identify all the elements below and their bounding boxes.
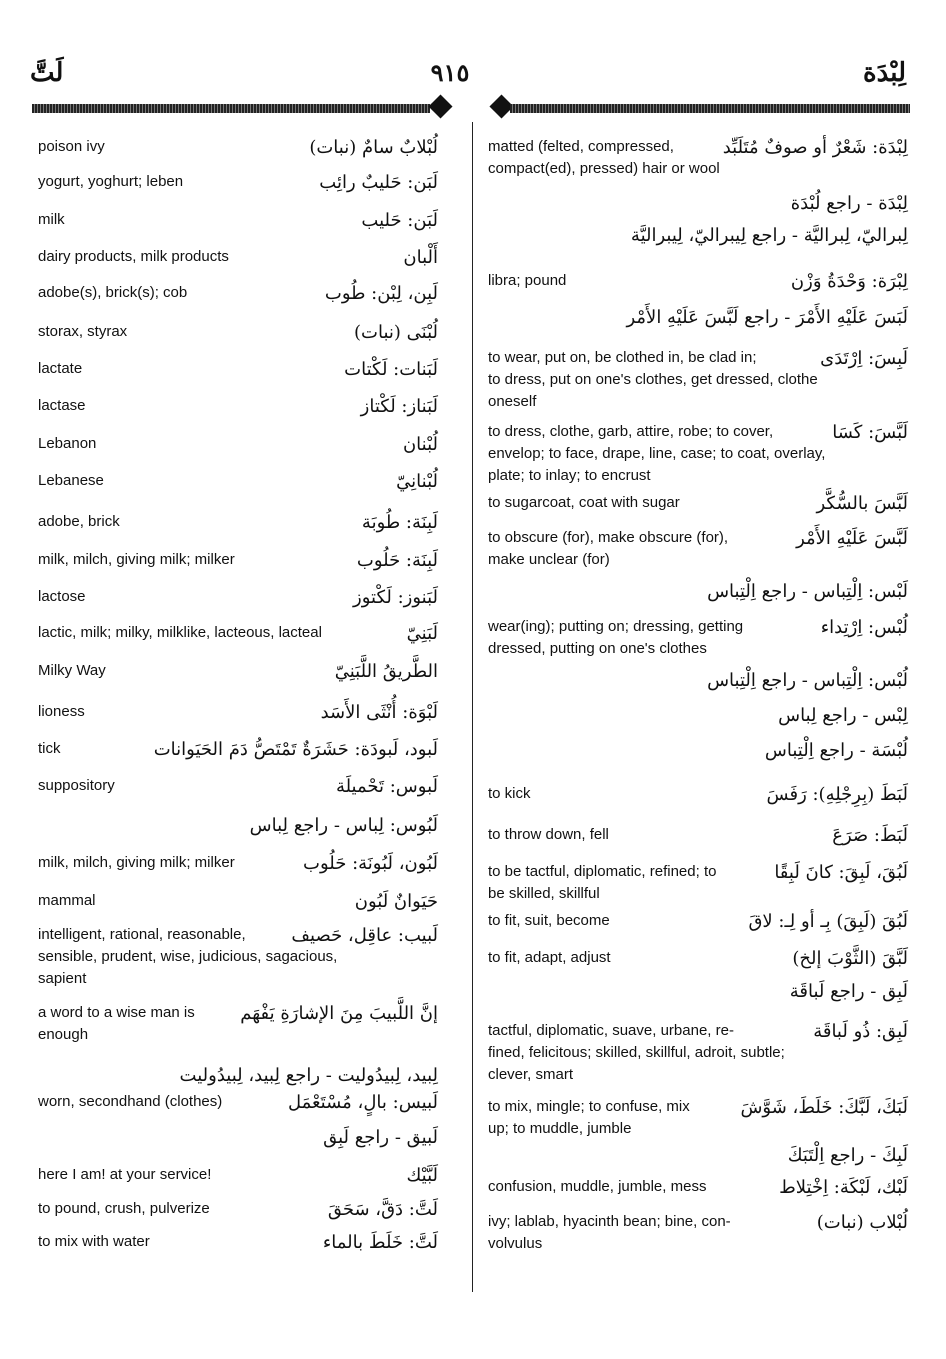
arabic-headword: لُبْنان — [402, 434, 438, 455]
arabic-headword: لَبَنوز: لَكْتوز — [353, 587, 438, 608]
english-definition: storax, styrax — [38, 323, 128, 340]
arabic-headword: لِبْس - راجع لِباس — [778, 705, 908, 726]
arabic-headword: لَبُون، لَبُونَة: حَلُوب — [303, 853, 438, 874]
english-definition: dairy products, milk products — [38, 248, 229, 265]
arabic-headword: لَبِق - راجع لَباقَة — [789, 981, 908, 1002]
english-definition: lactose — [38, 588, 86, 605]
english-definition: to mix with water — [38, 1233, 150, 1250]
english-definition: tick — [38, 740, 61, 757]
english-definition: milk, milch, giving milk; milker — [38, 854, 235, 871]
arabic-headword: لِبْدَة - راجع لُبْدَة — [790, 193, 908, 214]
english-definition: Lebanon — [38, 435, 97, 452]
english-definition: to mix, mingle; to confuse, mix up; to muddle, jumble — [488, 1098, 690, 1137]
arabic-headword: لَبيب: عاقِل، حَصيف — [291, 925, 438, 946]
arabic-headword: لَبِن، لِبْن: طُوب — [324, 283, 438, 304]
english-definition: poison ivy — [38, 138, 105, 155]
english-definition: confusion, muddle, jumble, mess — [488, 1178, 707, 1195]
diamond-ornament-left — [428, 94, 452, 118]
english-definition: to dress, clothe, garb, attire, robe; to cover, envelop; to face, drape, line, case; to coat, overlay, plate; to inlay; to encrust — [488, 423, 826, 484]
english-definition: to fit, adapt, adjust — [488, 949, 611, 966]
arabic-headword: لَبيق - راجع لَبِق — [323, 1127, 438, 1148]
english-definition: lactic, milk; milky, milklike, lacteous, lacteal — [38, 624, 322, 641]
english-definition: tactful, diplomatic, suave, urbane, re- fined, felicitous; skilled, skillful, adroit, subtle; clever, smart — [488, 1022, 785, 1083]
arabic-headword: لَبِنَة: حَلُوب — [356, 550, 438, 571]
english-definition: adobe(s), brick(s); cob — [38, 284, 188, 301]
arabic-headword: لَبِق: ذُو لَباقَة — [813, 1021, 908, 1042]
english-definition: to wear, put on, be clothed in, be clad in; to dress, put on one's clothes, get dressed, clothe oneself — [488, 349, 818, 410]
header-rule-right — [510, 104, 910, 113]
arabic-headword: لَبَطَ: صَرَعَ — [832, 825, 908, 846]
english-definition: intelligent, rational, reasonable, sensible, prudent, wise, judicious, sagacious, sapient — [38, 926, 338, 987]
english-definition: to throw down, fell — [488, 826, 609, 843]
english-definition: lactate — [38, 360, 83, 377]
english-definition: mammal — [38, 892, 96, 909]
english-definition: matted (felted, compressed, compact(ed), pressed) hair or wool — [488, 138, 720, 177]
english-definition: to obscure (for), make obscure (for), make unclear (for) — [488, 529, 729, 568]
arabic-headword: لَبَن: حَليب — [361, 210, 438, 231]
header-right-word: لِبْدَة — [862, 58, 906, 88]
arabic-headword: الطَّريقُ اللَّبَنِيّ — [334, 661, 438, 682]
arabic-headword: لَبُقَ، لَبِقَ: كانَ لَبِقًا — [774, 862, 908, 883]
arabic-headword: لَبَّقَ (الثَّوْبَ إلخ) — [792, 948, 908, 969]
arabic-headword: لِبْدَة: شَعْرٌ أو صوفٌ مُتَلَبِّد — [722, 137, 908, 158]
arabic-headword: لُبْس: اِرْتِداء — [820, 617, 908, 638]
arabic-headword: لُبْنَى (نبات) — [354, 322, 438, 343]
header-left-word: لَتَّ — [30, 58, 64, 88]
english-definition: lactase — [38, 397, 86, 414]
arabic-headword: لُبْس: اِلْتِباس - راجع اِلْتِباس — [707, 670, 908, 691]
arabic-headword: لَبَّسَ: كَسَا — [832, 422, 908, 443]
english-definition: to kick — [488, 785, 531, 802]
arabic-headword: لَبَكَ، لَبَّكَ: خَلَطَ، شَوَّشَ — [740, 1097, 908, 1118]
header-rule-left — [32, 104, 430, 113]
english-definition: a word to a wise man is enough — [38, 1004, 195, 1043]
arabic-headword: لِبراليّ، لِبراليَّة - راجع لِيبراليّ، لِيبراليَّة — [630, 225, 908, 246]
page-number: ٩١٥ — [430, 58, 470, 87]
arabic-headword: لَبُوس: لِباس - راجع لِباس — [249, 815, 438, 836]
english-definition: to pound, crush, pulverize — [38, 1200, 210, 1217]
arabic-headword: لَبوس: تَحْميلَة — [335, 776, 438, 797]
english-definition: worn, secondhand (clothes) — [38, 1093, 223, 1110]
arabic-headword: لُبْسَة - راجع اِلْتِباس — [764, 740, 908, 761]
english-definition: Lebanese — [38, 472, 104, 489]
arabic-headword: لَبيس: بالٍ، مُسْتَعْمَل — [287, 1092, 438, 1113]
english-definition: to be tactful, diplomatic, refined; to be skilled, skillful — [488, 863, 717, 902]
english-definition: lioness — [38, 703, 85, 720]
arabic-headword: لَبِكَ - راجع اِلْتَبَكَ — [787, 1145, 908, 1166]
english-definition: here I am! at your service! — [38, 1166, 212, 1183]
arabic-headword: حَيَوانٌ لَبُون — [354, 891, 438, 912]
arabic-headword: لُبْنانِيّ — [396, 471, 438, 492]
english-definition: milk — [38, 211, 65, 228]
english-definition: ivy; lablab, hyacinth bean; bine, con- volvulus — [488, 1213, 731, 1252]
arabic-headword: لَبْوَة: أُنْثَى الأَسَد — [320, 702, 438, 723]
arabic-headword: لَتَّ: خَلَطَ بالماء — [322, 1232, 438, 1253]
english-definition: libra; pound — [488, 272, 567, 289]
english-definition: to fit, suit, become — [488, 912, 610, 929]
arabic-headword: لَبَناز: لَكْتاز — [360, 396, 438, 417]
english-definition: yogurt, yoghurt; leben — [38, 173, 184, 190]
english-definition: milk, milch, giving milk; milker — [38, 551, 235, 568]
arabic-headword: لِبيد، لِبيدُوليت - راجع لِبيد، لِبيدُوليت — [179, 1065, 438, 1086]
arabic-headword: لَبْس: اِلْتِباس - راجع اِلْتِباس — [707, 581, 908, 602]
arabic-headword: لِبْرَة: وَحْدَةُ وَزْن — [790, 271, 908, 292]
english-definition: Milky Way — [38, 662, 106, 679]
arabic-headword: لَبَّسَ بالسُّكَّر — [816, 493, 908, 514]
arabic-headword: لَتَّ: دَقَّ، سَحَقَ — [327, 1199, 438, 1220]
arabic-headword: لَبُقَ (لَبِقَ) بِـ أو لِـ: لاقَ — [748, 911, 908, 932]
arabic-headword: لَبِسَ: اِرْتَدَى — [820, 348, 908, 369]
arabic-headword: لَبَسَ عَلَيْهِ الأَمْرَ - راجع لَبَّسَ عَلَيْهِ الأَمْر — [626, 307, 908, 328]
arabic-headword: لَبْك، لَبْكَة: اِخْتِلاط — [779, 1177, 908, 1198]
arabic-headword: أَلْبان — [403, 247, 438, 268]
english-definition: wear(ing); putting on; dressing, getting dressed, putting on one's clothes — [488, 618, 744, 657]
arabic-headword: لُبْلابٌ سامٌ (نبات) — [309, 137, 438, 158]
english-definition: suppository — [38, 777, 115, 794]
arabic-headword: لَبَنات: لَكْتات — [344, 359, 438, 380]
arabic-headword: لَبَنِيّ — [406, 623, 438, 644]
arabic-headword: لَبَطَ (بِرِجْلِهِ): رَفَسَ — [766, 784, 908, 805]
english-definition: adobe, brick — [38, 513, 120, 530]
english-definition: to sugarcoat, coat with sugar — [488, 494, 680, 511]
arabic-headword: لَبَن: حَليبٌ رائِب — [319, 172, 438, 193]
column-divider — [472, 122, 473, 1292]
arabic-headword: لَبَّيْك — [406, 1165, 438, 1186]
arabic-headword: لَبِنَة: طُوبَة — [361, 512, 438, 533]
arabic-headword: لَبَّسَ عَلَيْهِ الأَمْر — [796, 528, 908, 549]
arabic-headword: لُبْلاب (نبات) — [816, 1212, 908, 1233]
arabic-headword: إنَّ اللَّبيبَ مِنَ الإشارَةِ يَفْهَم — [240, 1003, 438, 1024]
arabic-headword: لَبود، لَبودَة: حَشَرَةٌ تَمْتَصُّ دَمَ الحَيَوانات — [153, 739, 438, 760]
